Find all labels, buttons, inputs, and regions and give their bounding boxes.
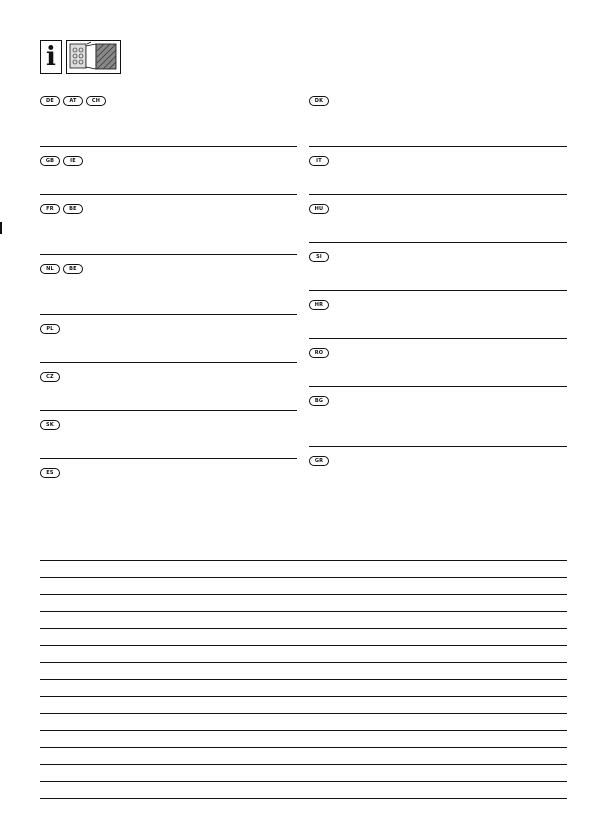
country-badge: SI [309,252,329,262]
country-badge: SK [40,420,60,430]
country-badges [309,96,329,106]
margin-mark [0,222,2,234]
country-badge: CZ [40,372,60,382]
language-section [309,90,567,147]
country-badges [40,204,83,214]
country-badges [40,420,60,430]
country-badge: HU [309,204,329,214]
country-badge: HR [309,300,329,310]
ruled-line [40,781,567,798]
country-badges [309,456,329,466]
ruled-line [40,645,567,662]
language-section [40,318,297,363]
country-badges [40,372,60,382]
country-badge: PL [40,324,60,334]
language-section [40,366,297,411]
ruled-line [40,730,567,747]
language-section [40,462,297,530]
ruled-line [40,560,567,577]
country-badges [309,300,329,310]
country-badge: DE [40,96,60,106]
country-badges [309,156,329,166]
country-badge: FR [40,204,60,214]
country-badge: IE [63,156,83,166]
country-badge: RO [309,348,329,358]
ruled-line [40,696,567,713]
language-section [309,150,567,195]
language-section [40,150,297,195]
ruled-line [40,611,567,628]
ruled-line [40,594,567,611]
country-badge: AT [63,96,83,106]
country-badge: IT [309,156,329,166]
language-section [309,246,567,291]
language-section [309,450,567,530]
ruled-line [40,798,567,815]
ruled-line [40,628,567,645]
language-section [309,342,567,387]
language-section [309,294,567,339]
ruled-line [40,662,567,679]
ruled-line [40,747,567,764]
country-badges [40,264,83,274]
country-badge: GR [309,456,329,466]
language-section [40,198,297,255]
ruled-line [40,679,567,696]
language-section [40,258,297,315]
ruled-lines [40,560,567,815]
country-badges [40,96,106,106]
country-badge: BE [63,264,83,274]
country-badges [309,204,329,214]
country-badge: CH [86,96,106,106]
country-badges [309,252,329,262]
info-icon [40,40,62,74]
manual-book-icon [66,40,121,74]
country-badge: NL [40,264,60,274]
country-badge: GB [40,156,60,166]
language-section [309,390,567,447]
ruled-line [40,764,567,781]
info-letter: i [46,42,56,72]
country-badges [40,156,83,166]
country-badge: DK [309,96,329,106]
language-section [40,414,297,459]
country-badges [309,348,329,358]
country-badges [309,396,329,406]
language-section [309,198,567,243]
ruled-line [40,713,567,730]
ruled-line [40,577,567,594]
language-section [40,90,297,147]
country-badge: BE [63,204,83,214]
country-badge: ES [40,468,60,478]
country-badges [40,468,60,478]
country-badge: BG [309,396,329,406]
country-badges [40,324,60,334]
